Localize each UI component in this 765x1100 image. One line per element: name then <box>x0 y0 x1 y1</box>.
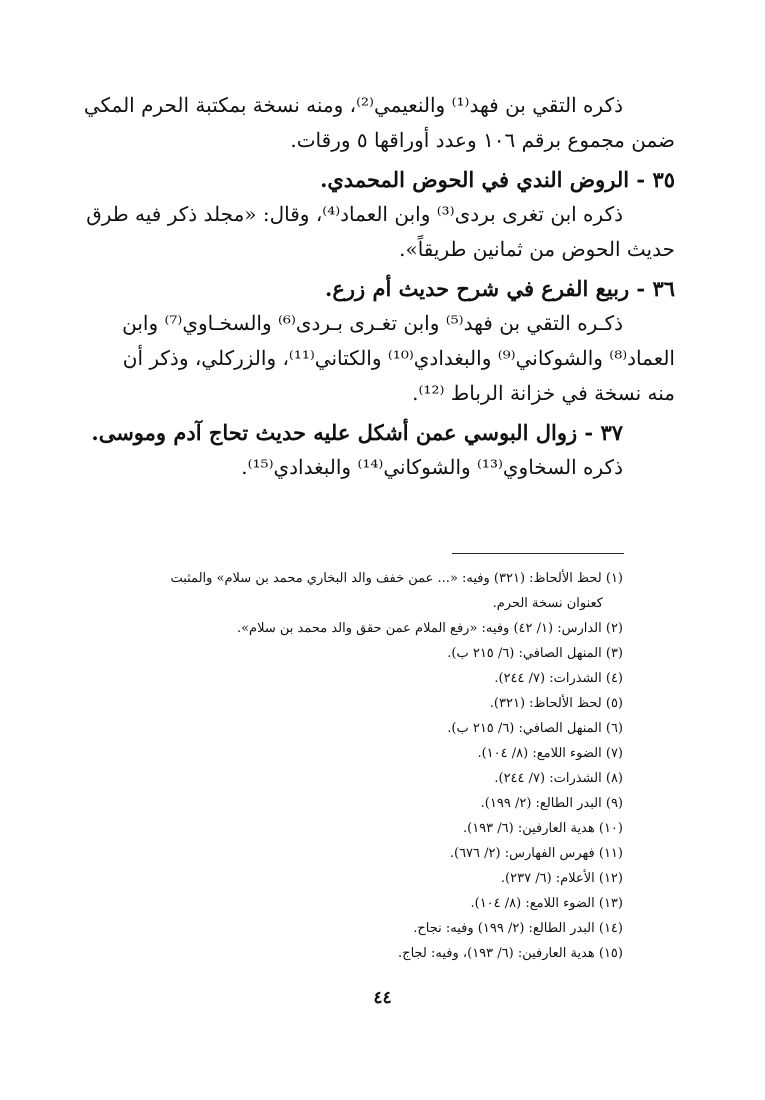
main-text <box>60 88 675 485</box>
footnote-13: (١٣) الضوء اللامع: (٨/ ١٠٤). <box>470 896 623 911</box>
entry-36-citation-line-3: منه نسخة في خزانة الرباط ⁽¹²⁾. <box>412 381 675 405</box>
entry-34-citation-line-2: ضمن مجموع برقم ١٠٦ وعدد أوراقها ٥ ورقات. <box>290 128 675 152</box>
entry-36-citation-line-1: ذكـره التقي بن فهد⁽⁵⁾ وابن تغـرى بـردى⁽⁶⁾ والسخـاوي⁽⁷⁾ وابن <box>122 311 623 335</box>
footnotes <box>60 566 623 966</box>
footnote-1-line-2: كعنوان نسخة الحرم. <box>492 596 603 611</box>
entry-36-title: ٣٦ - ربيع الفرع في شرح حديث أم زرع. <box>325 276 675 301</box>
footnote-12: (١٢) الأعلام: (٦/ ٢٣٧). <box>500 871 623 886</box>
entry-36-citation-line-2: العماد⁽⁸⁾ والشوكاني⁽⁹⁾ والبغدادي⁽¹⁰⁾ والكتاني⁽¹¹⁾، والزركلي، وذكر أن <box>122 346 675 370</box>
footnote-6: (٦) المنهل الصافي: (٦/ ٢١٥ ب). <box>447 721 623 736</box>
footnote-9: (٩) البدر الطالع: (٢/ ١٩٩). <box>480 796 623 811</box>
footnote-14: (١٤) البدر الطالع: (٢/ ١٩٩) وفيه: نجاح. <box>413 921 623 936</box>
footnote-2: (٢) الدارس: (١/ ٤٢) وفيه: «رفع الملام عمن حقق والد محمد بن سلام». <box>236 621 623 636</box>
footnote-7: (٧) الضوء اللامع: (٨/ ١٠٤). <box>477 746 623 761</box>
entry-35-citation-line-1: ذكره ابن تغرى بردى⁽³⁾ وابن العماد⁽⁴⁾، وقال: «مجلد ذكر فيه طرق <box>86 202 623 226</box>
footnote-separator <box>452 553 624 554</box>
footnote-3: (٣) المنهل الصافي: (٦/ ٢١٥ ب). <box>447 646 623 661</box>
footnote-11: (١١) فهرس الفهارس: (٢/ ٦٧٦). <box>449 846 623 861</box>
entry-35-title: ٣٥ - الروض الندي في الحوض المحمدي. <box>320 167 675 192</box>
footnote-15: (١٥) هدية العارفين: (٦/ ١٩٣)، وفيه: لجاج. <box>398 946 623 961</box>
footnote-10: (١٠) هدية العارفين: (٦/ ١٩٣). <box>462 821 623 836</box>
footnote-4: (٤) الشذرات: (٧/ ٢٤٤). <box>494 671 623 686</box>
footnote-5: (٥) لحظ الألحاظ: (٣٢١). <box>489 696 623 711</box>
entry-37-title: ٣٧ - زوال البوسي عمن أشكل عليه حديث تحاج آدم وموسى. <box>91 420 623 445</box>
entry-34-citation-line-1: ذكره التقي بن فهد⁽¹⁾ والنعيمي⁽²⁾، ومنه نسخة بمكتبة الحرم المكي <box>83 93 623 117</box>
entry-35-citation-line-2: حديث الحوض من ثمانين طريقاً». <box>399 237 675 261</box>
footnote-1-line-1: (١) لحظ الألحاظ: (٣٢١) وفيه: «... عمن خفف والد البخاري محمد بن سلام» والمثبت <box>170 571 623 586</box>
entry-37-citation: ذكره السخاوي⁽¹³⁾ والشوكاني⁽¹⁴⁾ والبغدادي⁽¹⁵⁾. <box>241 455 623 479</box>
footnote-8: (٨) الشذرات: (٧/ ٢٤٤). <box>494 771 623 786</box>
page-number: ٤٤ <box>373 988 392 1008</box>
